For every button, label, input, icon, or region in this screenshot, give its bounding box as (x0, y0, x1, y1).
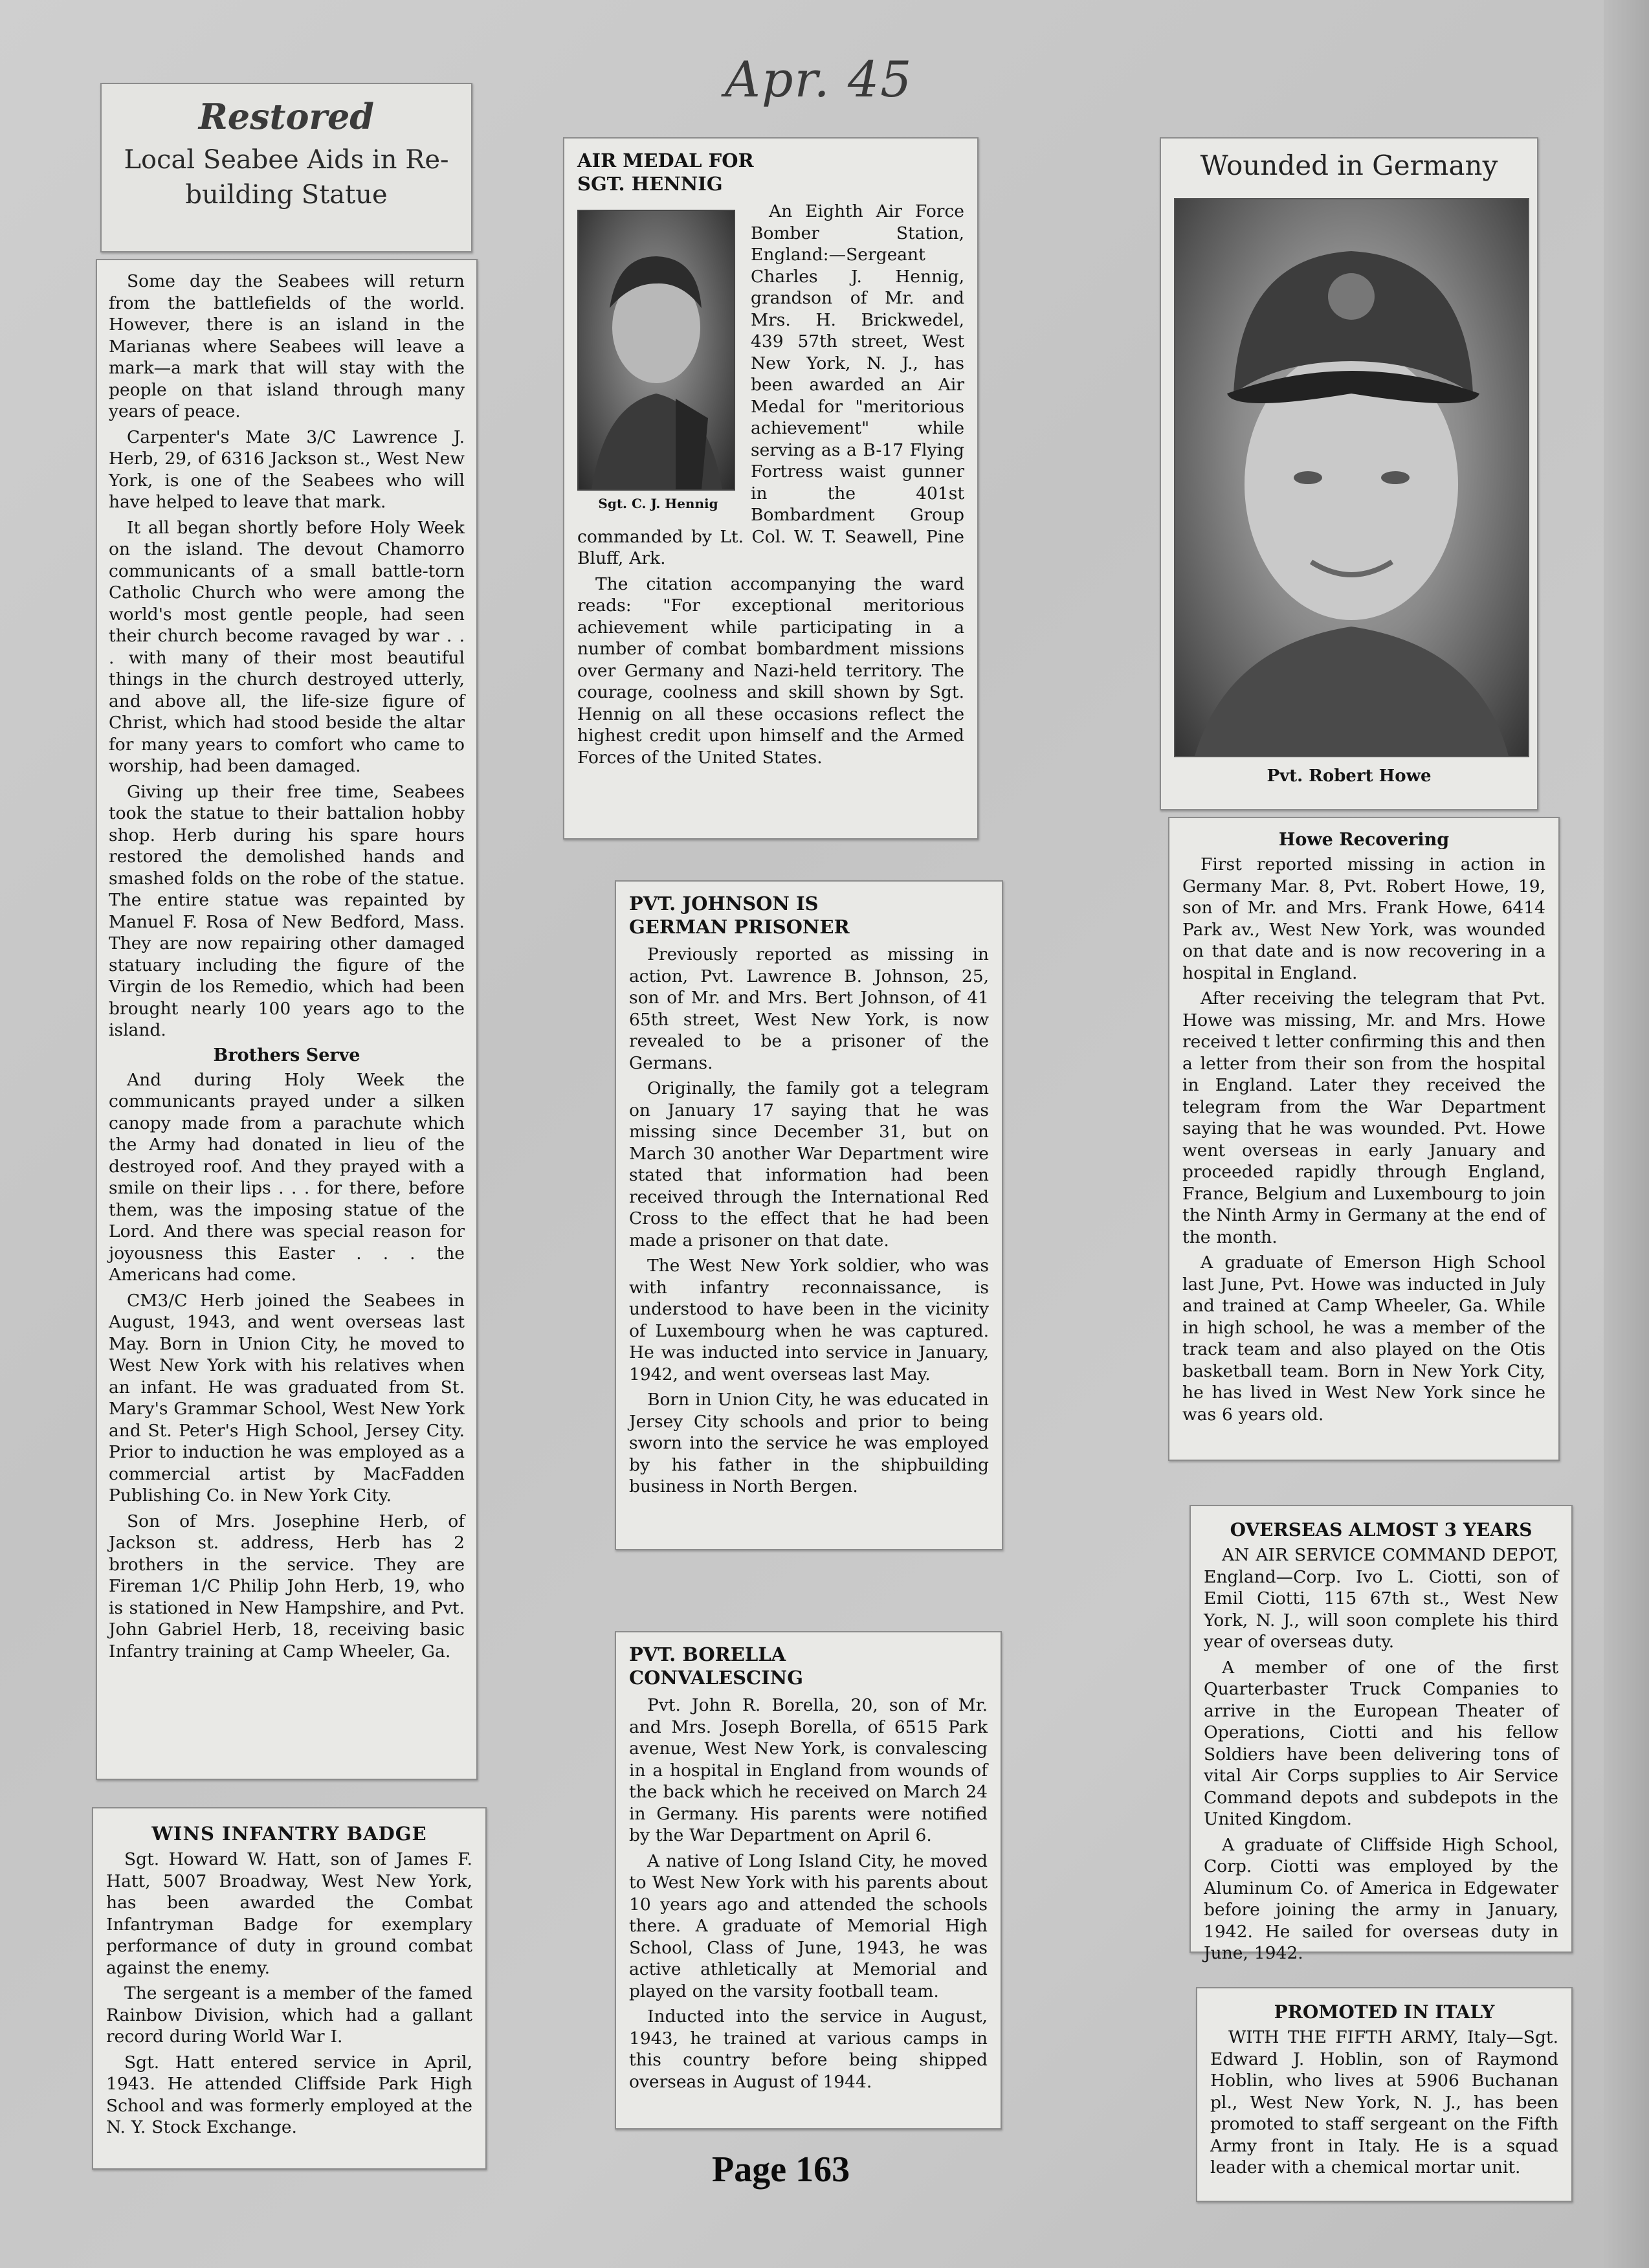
restored-paragraph: Giving up their free time, Seabees took the statue to their battalion hobby shop. Herb during his spare hours restored the demolished hands and smashed folds on the robe of the statue. The entire statue was repainted by Manuel F. Rosa of New Bedford, Mass. They are now repairing other damaged statuary including the figure of the Virgin de los Remedio, which had been brought nearly 100 years ago to the island. (109, 781, 465, 1040)
hoblin-article (1196, 1987, 1573, 2202)
johnson-paragraph: Previously reported as missing in action, Pvt. Lawrence B. Johnson, 25, son of Mr. and Mrs. Bert Johnson, of 41 65th street, West New York, is now revealed to be a prisoner of the Germans. (629, 944, 989, 1073)
howe-paragraph: After receiving the telegram that Pvt. Howe was missing, Mr. and Mrs. Howe received t letter confirming this and then a letter from their son from the hospital in England. Later they received the telegram from the War Department saying that he was wounded. Pvt. Howe went overseas in early January and proceeded rapidly through England, France, Belgium and Luxembourg to join the Ninth Army in Germany at the end of the month. (1182, 988, 1545, 1247)
air-medal-paragraph: An Eighth Air Force Bomber Station, England:—Sergeant Charles J. Hennig, grandson of Mr. and Mrs. H. Brickwedel, 439 57th street, West New York, N. J., has been awarded an Air Medal for "meritorious achievement" while serving as a B-17 Flying Fortress waist gunner in the 401st Bombardment Group commanded by Lt. Col. W. T. Seawell, Pine Bluff, Ark. (577, 201, 964, 568)
handwritten-date-note: Apr. 45 (725, 50, 913, 108)
restored-article (96, 259, 478, 1780)
wounded-photo-clipping (1160, 137, 1538, 810)
borella-headline: PVT. BORELLA CONVALESCING (629, 1643, 803, 1689)
air-medal-article (563, 137, 979, 839)
howe-article (1168, 817, 1560, 1461)
howe-paragraph: A graduate of Emerson High School last June, Pvt. Howe was inducted in July and trained at Camp Wheeler, Ga. While in high school, he was a member of the track team and also played on the Otis basketball team. Born in New York City, he has lived in West New York since he was 6 years old. (1182, 1252, 1545, 1425)
restored-subtitle: Local Seabee Aids in Re-building Statue (124, 145, 449, 210)
wounded-headline: Wounded in Germany (1200, 150, 1498, 181)
infantry-badge-article (92, 1807, 487, 2170)
infantry-badge-headline: WINS INFANTRY BADGE (151, 1823, 427, 1845)
air-medal-photo-wrap (577, 210, 739, 511)
ciotti-paragraph: A graduate of Cliffside High School, Corp. Ciotti was employed by the Aluminum Co. of America in Edgewater before joining the army in January, 1942. He sailed for overseas duty in June, 1942. (1204, 1834, 1558, 1963)
ciotti-paragraph: A member of one of the first Quarterbaster Truck Companies to arrive in the European Theater of Operations, Ciotti and his fellow Soldiers have been delivering tons of vital Air Corps supplies to Air Service Command depots and subdepots in the United Kingdom. (1204, 1657, 1558, 1829)
restored-headline-box (100, 83, 472, 252)
restored-paragraph: Some day the Seabees will return from the battlefields of the world. However, there is an island in the Marianas where Seabees will leave a mark—a mark that will stay with the people on that island through many years of peace. (109, 271, 465, 421)
air-medal-headline: AIR MEDAL FOR SGT. HENNIG (577, 150, 754, 195)
restored-paragraph: And during Holy Week the communicants prayed under a silken canopy made from a parachute which the Army had donated in lieu of the destroyed roof. And they prayed with a smile on their lips . . . for there, before them, was the imposing statue of the Lord. And there was special reason for joyousness this Easter . . . the Americans had come. (109, 1069, 465, 1285)
restored-title: Restored (198, 96, 375, 137)
howe-photo (1174, 198, 1529, 757)
johnson-article (615, 880, 1003, 1550)
howe-headline: Howe Recovering (1278, 830, 1450, 850)
ciotti-headline: OVERSEAS ALMOST 3 YEARS (1230, 1519, 1533, 1540)
page-number: Page 163 (712, 2150, 850, 2190)
johnson-paragraph: Born in Union City, he was educated in Jersey City schools and prior to being sworn into the service he was employed by his father in the shipbuilding business in North Bergen. (629, 1390, 989, 1496)
restored-paragraph: It all began shortly before Holy Week on the island. The devout Chamorro communicants of a small battle-torn Catholic Church who were among the world's most gentle people, had seen their church become ravaged by war . . . with many of their most beautiful things in the church destroyed utterly, and above all, the life-size figure of Christ, which had stood beside the altar for many years to comfort who came to worship, had been damaged. (109, 517, 465, 776)
restored-paragraph: Son of Mrs. Josephine Herb, of Jackson st. address, Herb has 2 brothers in the service. They are Fireman 1/C Philip John Herb, 19, who is stationed in New Hampshire, and Pvt. John Gabriel Herb, 18, receiving basic Infantry training at Camp Wheeler, Ga. (109, 1511, 465, 1662)
borella-paragraph: Inducted into the service in August, 1943, he trained at various camps in this country before being shipped overseas in August of 1944. (629, 2007, 988, 2092)
howe-photo-caption: Pvt. Robert Howe (1267, 766, 1432, 786)
borella-paragraph: Pvt. John R. Borella, 20, son of Mr. and Mrs. Joseph Borella, of 6515 Park avenue, West New York, is convalescing in a hospital in England from wounds of the back which he received on March 24 in Germany. His parents were notified by the War Department on April 6. (629, 1695, 988, 1845)
johnson-paragraph: Originally, the family got a telegram on January 17 saying that he was missing since December 31, but on March 30 another War Department wire stated that information had been received through the International Red Cross to the effect that he had been made a prisoner on that date. (629, 1078, 989, 1251)
borella-article (615, 1631, 1002, 2129)
hennig-photo-caption: Sgt. C. J. Hennig (598, 496, 718, 511)
restored-paragraph: Carpenter's Mate 3/C Lawrence J. Herb, 29, of 6316 Jackson st., West New York, is one of the Seabees who will have helped to leave that mark. (109, 427, 465, 512)
infantry-badge-paragraph: Sgt. Howard W. Hatt, son of James F. Hatt, 5007 Broadway, West New York, has been awarded the Combat Infantryman Badge for exemplary performance of duty in ground combat against the enemy. (106, 1849, 472, 1978)
hennig-photo (577, 210, 735, 491)
air-medal-paragraph: The citation accompanying the ward reads: "For exceptional meritorious achievement while participating in a number of combat bombardment missions over Germany and Nazi-held territory. The courage, coolness and skill shown by Sgt. Hennig on all these occasions reflect the highest credit upon himself and the Armed Forces of the United States. (577, 573, 964, 768)
restored-paragraph: CM3/C Herb joined the Seabees in August, 1943, and went overseas last May. Born in Union City, he moved to West New York with his relatives when an infant. He was graduated from St. Mary's Grammar School, West New York and St. Peter's High School, Jersey City. Prior to induction he was employed as a commercial artist by MacFadden Publishing Co. in New York City. (109, 1290, 465, 1506)
hoblin-headline: PROMOTED IN ITALY (1274, 2001, 1495, 2023)
borella-paragraph: A native of Long Island City, he moved to West New York with his parents about 10 years ago and attended the schools there. A graduate of Memorial High School, Class of June, 1943, he was active athletically at Memorial and played on the varsity football team. (629, 1851, 988, 2001)
restored-subhead: Brothers Serve (213, 1045, 360, 1065)
howe-portrait-graphic (1175, 199, 1528, 756)
page-edge (1604, 0, 1649, 2268)
ciotti-article (1190, 1505, 1573, 1963)
howe-paragraph: First reported missing in action in Germany Mar. 8, Pvt. Robert Howe, 19, son of Mr. and Mrs. Frank Howe, 6414 Park av., West New York, was wounded on that date and is now recovering in a hospital in England. (1182, 854, 1545, 983)
hennig-portrait-graphic (579, 211, 734, 489)
infantry-badge-paragraph: The sergeant is a member of the famed Rainbow Division, which had a gallant record during World War I. (106, 1983, 472, 2047)
johnson-headline: PVT. JOHNSON IS GERMAN PRISONER (629, 893, 850, 938)
johnson-paragraph: The West New York soldier, who was with infantry reconnaissance, is understood to have been in the vicinity of Luxembourg when he was captured. He was inducted into service in January, 1942, and went overseas last May. (629, 1256, 989, 1384)
infantry-badge-paragraph: Sgt. Hatt entered service in April, 1943. He attended Cliffside Park High School and was formerly employed at the N. Y. Stock Exchange. (106, 2052, 472, 2137)
hoblin-paragraph: WITH THE FIFTH ARMY, Italy—Sgt. Edward J. Hoblin, son of Raymond Hoblin, who lives at 5906 Buchanan pl., West New York, N. J., has been promoted to staff sergeant on the Fifth Army front in Italy. He is a squad leader with a chemical mortar unit. (1210, 2027, 1558, 2177)
ciotti-paragraph: AN AIR SERVICE COMMAND DEPOT, England—Corp. Ivo L. Ciotti, son of Emil Ciotti, 115 67th st., West New York, N. J., will soon complete his third year of overseas duty. (1204, 1545, 1558, 1652)
